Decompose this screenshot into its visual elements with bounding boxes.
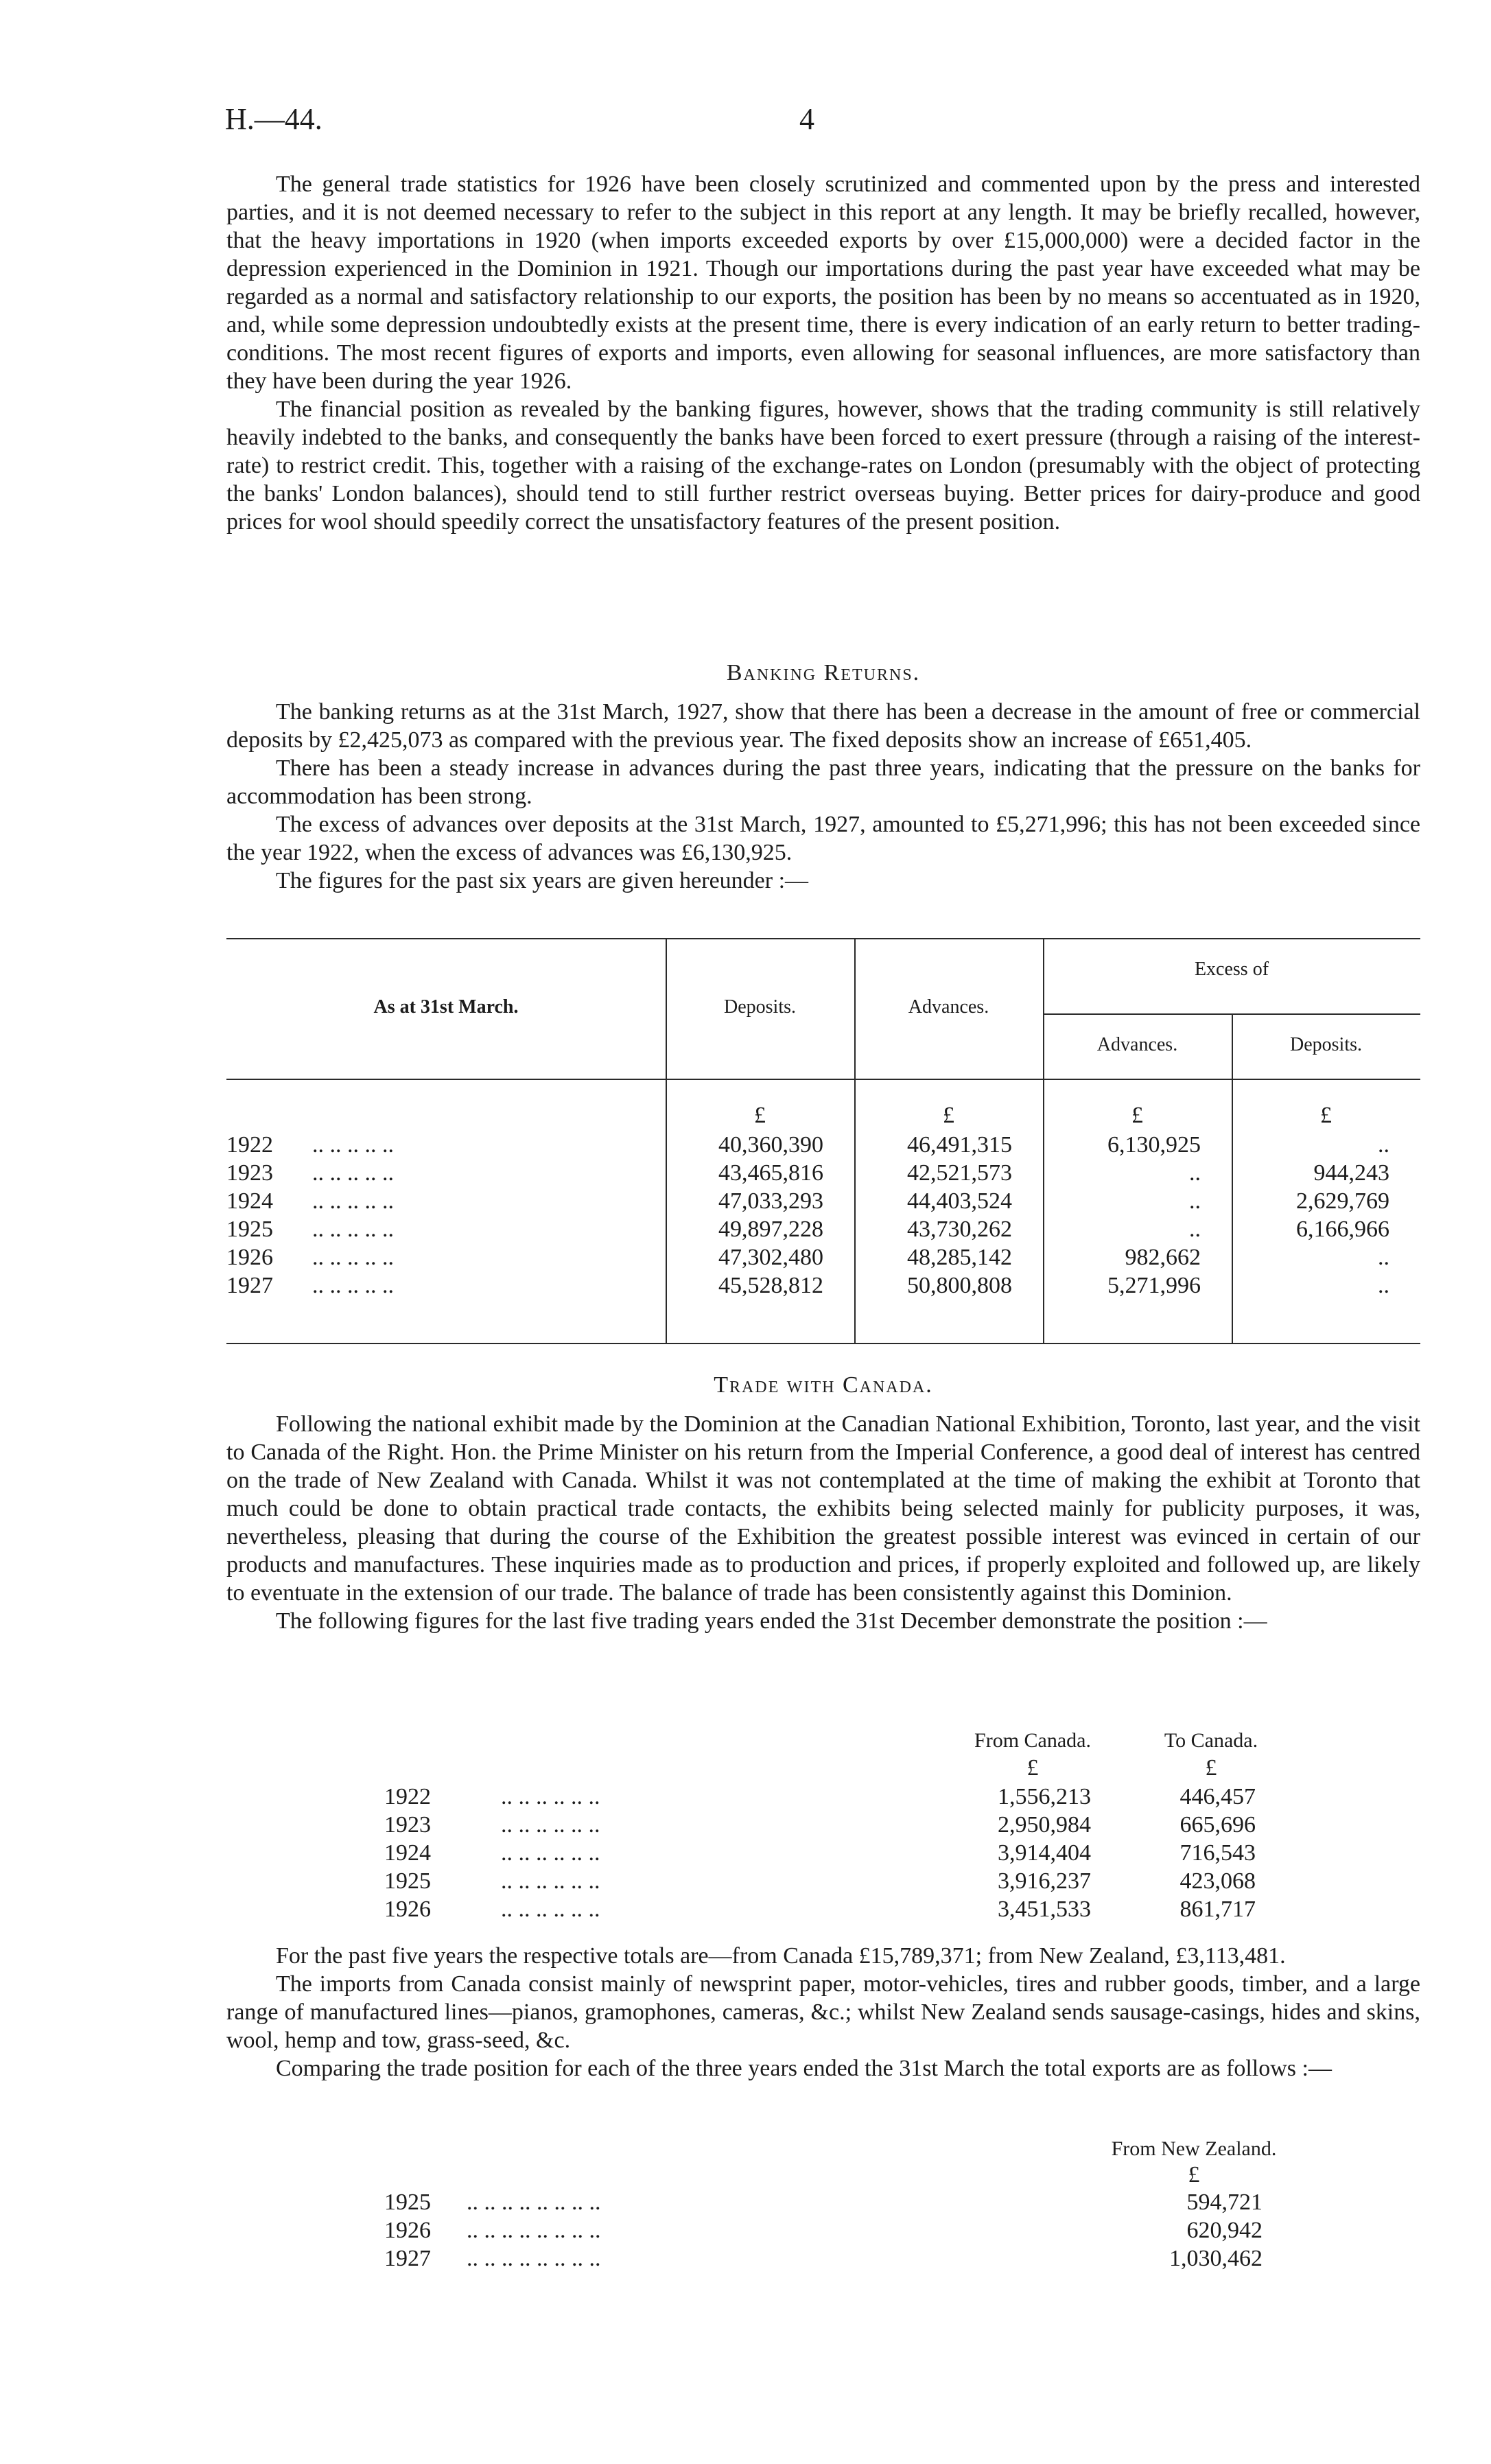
leader-dots: .. .. .. .. ..	[312, 1160, 394, 1186]
table-bottom-rule	[226, 1343, 1420, 1344]
nz-exports-table	[384, 2137, 1345, 2275]
paragraph: The imports from Canada consist mainly of newsprint paper, motor-vehicles, tires and rubber goods, timber, and a large range of manufactured lines—pianos, gramophones, cameras, &c.; whilst New Zealand sends sausage-casings, hides and skins, wool, hemp and tow, grass-seed, &c.	[226, 1971, 1420, 2053]
advances-value: 42,521,573	[907, 1160, 1012, 1186]
row-year: 1926	[226, 1245, 273, 1270]
deposits-value: 47,033,293	[718, 1188, 823, 1214]
deposits-value: 47,302,480	[718, 1245, 823, 1270]
excess-of-rule	[1043, 1013, 1420, 1015]
paragraph: The general trade statistics for 1926 have been closely scrutinized and commented upon by the press and interested parties, and it is not deemed necessary to refer to the subject in this report at any length. It may be briefly recalled, however, that the heavy importations in 1920 (when imports exceeded exports by over £15,000,000) were a decided factor in the depression experienced in the Dominion in 1921. Though our importations during the past year have exceeded what may be regarded as a normal and satisfactory relationship to our exports, the position has been by no means so accentuated as in 1920, and, while some depression undoubtedly exists at the present time, there is every indication of an early return to better trading-conditions. The most recent figures of exports and imports, even allowing for seasonal influences, are more satisfactory than they have been during the year 1926.	[226, 172, 1420, 394]
table-header-rule	[226, 1079, 1420, 1080]
paragraph: For the past five years the respective totals are—from Canada £15,789,371; from New Zealand, £3,113,481.	[276, 1943, 1286, 1969]
column-header-as-at: As at 31st March.	[373, 996, 519, 1018]
currency-symbol: £	[943, 1103, 954, 1128]
page-number: 4	[799, 102, 814, 136]
row-year: 1925	[384, 1868, 431, 1894]
excess-deposits-value: 944,243	[1313, 1160, 1389, 1186]
excess-advances-value: ..	[1189, 1160, 1201, 1186]
leader-dots: .. .. .. .. .. ..	[501, 1868, 600, 1894]
to-canada-value: 861,717	[1179, 1897, 1256, 1922]
currency-symbol: £	[1026, 1755, 1039, 1781]
advances-value: 43,730,262	[907, 1217, 1012, 1242]
leader-dots: .. .. .. .. ..	[312, 1132, 394, 1158]
column-header-advances: Advances.	[908, 996, 989, 1018]
currency-symbol: £	[1188, 2162, 1200, 2187]
row-year: 1925	[384, 2190, 431, 2215]
paragraph: Following the national exhibit made by the Dominion at the Canadian National Exhibition, Toronto, last year, and the visit to Canada of the Right. Hon. the Prime Minister on his return from the Imperial Conference, a good deal of interest has centred on the trade of New Zealand with Canada. Whilst it was not contemplated at the time of making the exhibit at Toronto that much could be done to obtain practical trade contacts, the exhibits being selected mainly for publicity purposes, it was, nevertheless, pleasing that during the course of the Exhibition the greatest possible interest was evinced in certain of our products and manufactures. These inquiries made as to production and prices, if properly exploited and followed up, are likely to eventuate in the extension of our trade. The balance of trade has been consistently against this Dominion.	[226, 1411, 1420, 1606]
from-canada-value: 3,916,237	[998, 1868, 1091, 1894]
excess-deposits-value: 2,629,769	[1296, 1188, 1389, 1214]
deposits-value: 45,528,812	[718, 1273, 823, 1298]
canada-text	[226, 1410, 1420, 1635]
from-canada-value: 3,914,404	[998, 1840, 1091, 1866]
leader-dots: .. .. .. .. ..	[312, 1217, 394, 1242]
excess-deposits-value: ..	[1378, 1132, 1389, 1158]
leader-dots: .. .. .. .. .. .. .. ..	[467, 2246, 601, 2271]
leader-dots: .. .. .. .. ..	[312, 1188, 394, 1214]
currency-symbol: £	[1205, 1755, 1217, 1781]
to-canada-value: 716,543	[1179, 1840, 1256, 1866]
row-year: 1927	[226, 1273, 273, 1298]
currency-symbol: £	[754, 1103, 766, 1128]
banking-table	[226, 938, 1420, 1346]
intro-text	[226, 170, 1420, 536]
deposits-value: 40,360,390	[718, 1132, 823, 1158]
currency-symbol: £	[1320, 1103, 1332, 1128]
from-nz-value: 620,942	[1186, 2218, 1263, 2243]
column-header-from-canada: From Canada.	[974, 1729, 1091, 1752]
column-header-from-nz: From New Zealand.	[1111, 2137, 1277, 2160]
leader-dots: .. .. .. .. ..	[312, 1245, 394, 1270]
row-year: 1925	[226, 1217, 273, 1242]
advances-value: 48,285,142	[907, 1245, 1012, 1270]
row-year: 1927	[384, 2246, 431, 2271]
column-header-excess-advances: Advances.	[1096, 1034, 1178, 1055]
document-reference: H.—44.	[225, 102, 322, 136]
table-top-rule	[226, 938, 1420, 939]
excess-deposits-value: ..	[1378, 1245, 1389, 1270]
paragraph: Comparing the trade position for each of the three years ended the 31st March the total exports are as follows :—	[276, 2056, 1332, 2081]
row-year: 1924	[226, 1188, 273, 1214]
leader-dots: .. .. .. .. .. ..	[501, 1840, 600, 1866]
to-canada-value: 665,696	[1179, 1812, 1256, 1838]
from-nz-value: 594,721	[1186, 2190, 1263, 2215]
advances-value: 50,800,808	[907, 1273, 1012, 1298]
canada-trade-table	[384, 1729, 1345, 1935]
section-heading-canada: Trade with Canada.	[714, 1372, 933, 1398]
leader-dots: .. .. .. .. .. .. .. ..	[467, 2190, 601, 2215]
leader-dots: .. .. .. .. .. ..	[501, 1812, 600, 1838]
row-year: 1923	[226, 1160, 273, 1186]
advances-value: 44,403,524	[907, 1188, 1012, 1214]
excess-deposits-value: 6,166,966	[1296, 1217, 1389, 1242]
paragraph: The following figures for the last five trading years ended the 31st December demonstrate the position :—	[276, 1608, 1267, 1634]
leader-dots: .. .. .. .. .. ..	[501, 1897, 600, 1922]
column-header-excess-deposits: Deposits.	[1290, 1034, 1362, 1055]
excess-advances-value: 5,271,996	[1107, 1273, 1201, 1298]
to-canada-value: 446,457	[1179, 1784, 1256, 1809]
deposits-value: 49,897,228	[718, 1217, 823, 1242]
column-header-deposits: Deposits.	[724, 996, 796, 1018]
currency-symbol: £	[1131, 1103, 1143, 1128]
from-nz-value: 1,030,462	[1169, 2246, 1263, 2271]
section-heading-banking: Banking Returns.	[726, 660, 921, 685]
excess-advances-value: 6,130,925	[1107, 1132, 1201, 1158]
row-year: 1923	[384, 1812, 431, 1838]
leader-dots: .. .. .. .. .. .. .. ..	[467, 2218, 601, 2243]
from-canada-value: 1,556,213	[998, 1784, 1091, 1809]
paragraph: There has been a steady increase in advances during the past three years, indicating that the pressure on the banks for accommodation has been strong.	[226, 755, 1420, 809]
leader-dots: .. .. .. .. .. ..	[501, 1784, 600, 1809]
paragraph: The excess of advances over deposits at the 31st March, 1927, amounted to £5,271,996; this has not been exceeded since the year 1922, when the excess of advances was £6,130,925.	[226, 812, 1420, 865]
excess-advances-value: ..	[1189, 1217, 1201, 1242]
from-canada-value: 3,451,533	[998, 1897, 1091, 1922]
excess-advances-value: ..	[1189, 1188, 1201, 1214]
row-year: 1922	[226, 1132, 273, 1158]
column-header-excess-of: Excess of	[1194, 959, 1269, 980]
row-year: 1922	[384, 1784, 431, 1809]
deposits-value: 43,465,816	[718, 1160, 823, 1186]
advances-value: 46,491,315	[907, 1132, 1012, 1158]
canada-text-continued	[226, 1942, 1420, 2082]
from-canada-value: 2,950,984	[998, 1812, 1091, 1838]
to-canada-value: 423,068	[1179, 1868, 1256, 1894]
column-header-to-canada: To Canada.	[1164, 1729, 1258, 1752]
row-year: 1926	[384, 1897, 431, 1922]
row-year: 1926	[384, 2218, 431, 2243]
paragraph: The financial position as revealed by the banking figures, however, shows that the trading community is still relatively heavily indebted to the banks, and consequently the banks have been forced to exert pressure (through a raising of the interest-rate) to restrict credit. This, together with a raising of the exchange-rates on London (presumably with the object of protecting the banks' London balances), should tend to still further restrict overseas buying. Better prices for dairy-produce and good prices for wool should speedily correct the unsatisfactory features of the present position.	[226, 397, 1420, 535]
banking-text	[226, 698, 1420, 895]
excess-advances-value: 982,662	[1125, 1245, 1201, 1270]
paragraph: The banking returns as at the 31st March, 1927, show that there has been a decrease in the amount of free or commercial deposits by £2,425,073 as compared with the previous year. The fixed deposits show an increase of £651,405.	[226, 699, 1420, 753]
leader-dots: .. .. .. .. ..	[312, 1273, 394, 1298]
excess-deposits-value: ..	[1378, 1273, 1389, 1298]
paragraph: The figures for the past six years are given hereunder :—	[276, 868, 809, 893]
row-year: 1924	[384, 1840, 431, 1866]
